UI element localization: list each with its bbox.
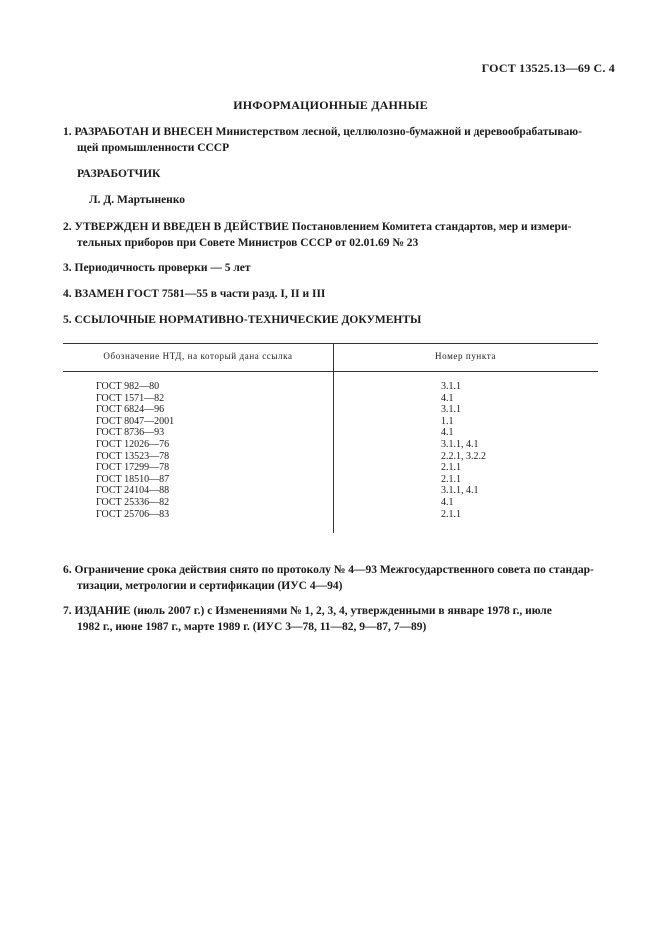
- item-2-cont: тельных приборов при Совете Министров СССР от 02.01.69 № 23: [77, 237, 419, 249]
- table-cell-clause: 3.1.1: [441, 381, 461, 392]
- table-cell-clause: 1.1: [441, 415, 454, 427]
- developer-name: Л. Д. Мартыненко: [89, 194, 186, 206]
- item-1-text: Министерством лесной, целлюлозно-бумажной и деревообрабатываю-: [212, 126, 582, 138]
- item-6: [63, 562, 603, 594]
- item-2-lead: 2. УТВЕРЖДЕН И ВВЕДЕН В ДЕЙСТВИЕ: [63, 221, 289, 233]
- table-row: ГОСТ 12026—76: [96, 438, 170, 450]
- table-row: ГОСТ 8047—2001: [96, 415, 175, 427]
- developer-label: РАЗРАБОТЧИК: [77, 168, 161, 180]
- table-cell-clause: 2.2.1, 3.2.2: [441, 450, 486, 462]
- table-column-clauses: [441, 381, 486, 520]
- item-2-text: Постановлением Комитета стандартов, мер и измери-: [288, 221, 572, 233]
- table-column-documents: [96, 381, 174, 520]
- item-2: [63, 219, 603, 251]
- item-1-lead: 1. РАЗРАБОТАН И ВНЕСЕН: [63, 126, 213, 138]
- item-7-line-2: 1982 г., июне 1987 г., марте 1989 г. (ИУС 3—78, 11—82, 9—87, 7—89): [77, 621, 427, 633]
- item-6-line-1: 6. Ограничение срока действия снято по протоколу № 4—93 Межгосударственного совета по стандар-: [63, 564, 594, 576]
- item-7-line-1: 7. ИЗДАНИЕ (июль 2007 г.) с Изменениями № 1, 2, 3, 4, утвержденными в январе 1978 г., июле: [63, 605, 552, 617]
- table-cell-clause: 3.1.1, 4.1: [441, 485, 479, 497]
- table-column-divider: [333, 343, 334, 533]
- item-1-cont: щей промышленности СССР: [77, 142, 230, 154]
- table-cell-clause: 3.1.1: [441, 404, 461, 416]
- table-cell-clause: 3.1.1, 4.1: [441, 438, 479, 450]
- item-3: 3. Периодичность проверки — 5 лет: [63, 262, 251, 274]
- table-cell-clause: 2.1.1: [441, 473, 461, 485]
- table-row: ГОСТ 13523—78: [96, 450, 170, 462]
- table-row: ГОСТ 6824—96: [96, 404, 165, 416]
- section-title: ИНФОРМАЦИОННЫЕ ДАННЫЕ: [233, 98, 428, 112]
- table-row: ГОСТ 8736—93: [96, 427, 165, 439]
- table-header-rule: [63, 371, 598, 372]
- table-cell-clause: 4.1: [441, 427, 454, 439]
- item-6-line-2: тизации, метрологии и сертификации (ИУС 4—94): [77, 580, 343, 592]
- item-7: [63, 603, 603, 635]
- table-row: ГОСТ 1571—82: [96, 392, 165, 404]
- table-header-document: Обозначение НТД, на который дана ссылка: [103, 351, 293, 361]
- item-5: 5. ССЫЛОЧНЫЕ НОРМАТИВНО-ТЕХНИЧЕСКИЕ ДОКУМЕНТЫ: [63, 314, 422, 326]
- table-header-clause: Номер пункта: [435, 351, 496, 361]
- table-row: ГОСТ 25706—83: [96, 508, 170, 520]
- table-row: ГОСТ 18510—87: [96, 473, 170, 485]
- table-cell-clause: 2.1.1: [441, 462, 461, 474]
- item-4: 4. ВЗАМЕН ГОСТ 7581—55 в части разд. I, II и III: [63, 288, 326, 300]
- table-cell-clause: 4.1: [441, 496, 454, 508]
- page-header: ГОСТ 13525.13—69 С. 4: [481, 61, 615, 75]
- table-row: ГОСТ 982—80: [96, 381, 160, 392]
- table-cell-clause: 4.1: [441, 392, 454, 404]
- references-table: [63, 343, 598, 533]
- table-cell-clause: 2.1.1: [441, 508, 461, 520]
- table-row: ГОСТ 24104—88: [96, 485, 170, 497]
- table-row: ГОСТ 25336—82: [96, 496, 170, 508]
- table-top-rule: [63, 343, 598, 344]
- table-row: ГОСТ 17299—78: [96, 462, 170, 474]
- item-1: [63, 124, 603, 156]
